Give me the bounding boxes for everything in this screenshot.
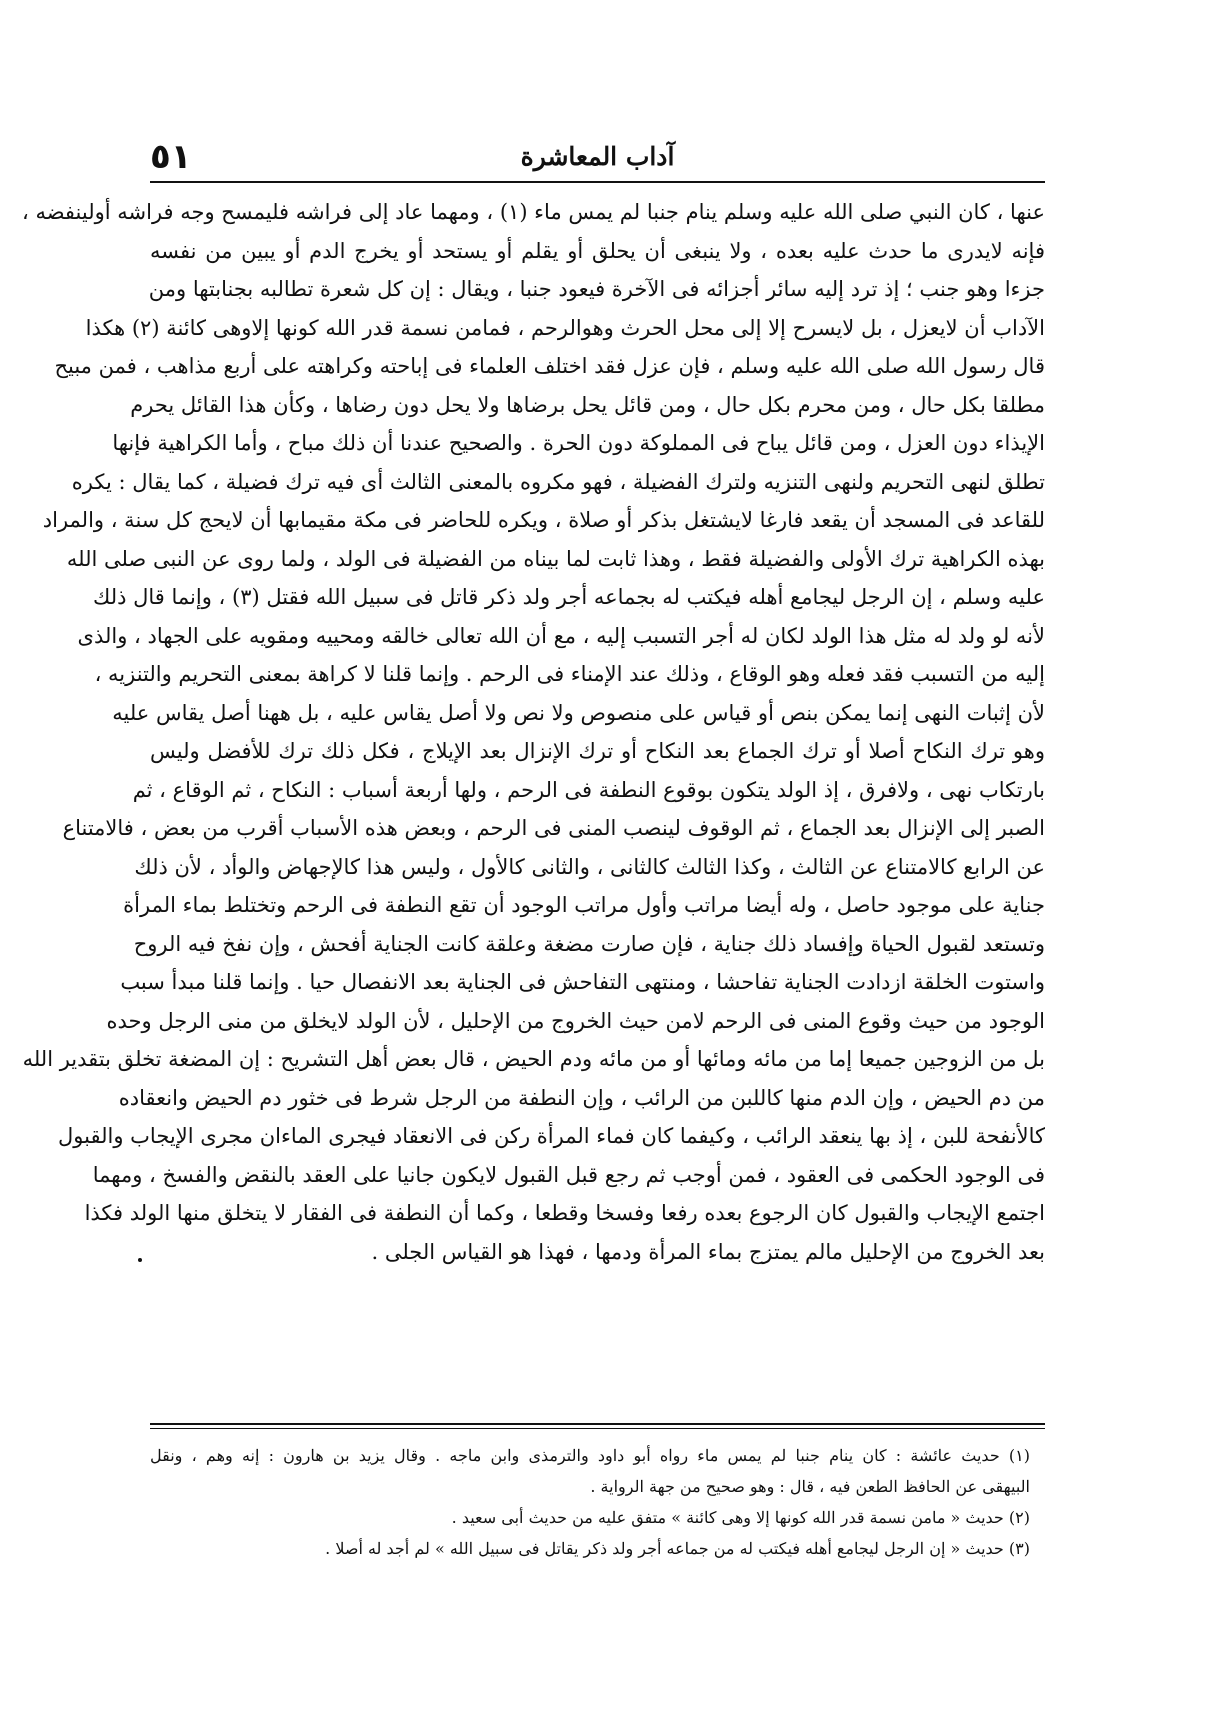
body-line: وتستعد لقبول الحياة وإفساد ذلك جناية ، فإن صارت مضغة وعلقة كانت الجناية أفحش ، وإن نفخ فيه الروح [133,931,1045,956]
footnote-rule [150,1423,1045,1429]
footnotes [150,1440,1030,1564]
body-line: كالأنفحة للبن ، إذ بها ينعقد الرائب ، وكيفما كان فماء المرأة ركن فى الانعقاد فيجرى الماءان مجرى الإيجاب والقبول [58,1124,1045,1148]
body-line: لأنه لو ولد له مثل هذا الولد لكان له أجر التسبب إليه ، مع أن الله تعالى خالقه ومحييه ومقويه على الجهاد ، والذى [77,623,1045,648]
header-rule [150,181,1045,183]
body-line: الآداب أن لايعزل ، بل لايسرح إلا إلى محل الحرث وهوالرحم ، فمامن نسمة قدر الله كونها إلاوهى كائنة (٢) هكذا [85,315,1045,340]
body-line: عن الرابع كالامتناع عن الثالث ، وكذا الثالث كالثانى ، والثانى كالأول ، وليس هذا كالإجهاض والوأد ، لأن ذلك [134,854,1045,879]
body-line: بهذه الكراهية ترك الأولى والفضيلة فقط ، وهذا ثابت لما بيناه من الفضيلة فى الولد ، ولما روى عن النبى صلى الله [66,546,1045,571]
body-line: جزءا وهو جنب ؛ إذ ترد إليه سائر أجزائه فى الآخرة فيعود جنبا ، ويقال : إن كل شعرة تطالبه بجنابتها ومن [148,277,1045,301]
body-line: فإنه لايدرى ما حدث عليه بعده ، ولا ينبغى أن يحلق أو يقلم أو يستحد أو يخرج الدم أو يبين من نفسه [150,238,1045,263]
body-line: اجتمع الإيجاب والقبول كان الرجوع بعده رفعا وفسخا وقطعا ، وكما أن النطفة فى الفقار لا يتخلق منها الولد فكذا [84,1201,1045,1225]
body-line: بل من الزوجين جميعا إما من مائه ومائها أو من مائه ودم الحيض ، قال بعض أهل التشريح : إن المضغة تخلق بتقدير الله [22,1047,1045,1071]
body-line: لأن إثبات النهى إنما يمكن بنص أو قياس على منصوص ولا نص ولا أصل يقاس عليه ، بل ههنا أصل يقاس عليه [112,700,1045,725]
running-title: آداب المعاشرة [520,142,675,171]
body-line: عليه وسلم ، إن الرجل ليجامع أهله فيكتب له بجماعه أجر ولد ذكر قاتل فى سبيل الله فقتل (٣) ، وإنما قال ذلك [93,585,1045,609]
body-line: إليه من التسبب فقد فعله وهو الوقاع ، وذلك عند الإمناء فى الرحم . وإنما قلنا لا كراهة بمعنى التحريم والتنزيه ، [94,662,1045,686]
page-number: ٥١ [150,137,192,177]
body-line: جناية على موجود حاصل ، وله أيضا مراتب وأول مراتب الوجود أن تقع النطفة فى الرحم وتختلط بماء المرأة [123,893,1045,917]
footnote-line: البيهقى عن الحافظ الطعن فيه ، قال : وهو صحيح من جهة الرواية . [590,1477,1030,1496]
body-text [21,193,1045,1271]
body-line: من دم الحيض ، وإن الدم منها كاللبن من الرائب ، وإن النطفة من الرجل شرط فى خثور دم الحيض وانعقاده [118,1085,1045,1110]
body-line: الإيذاء دون العزل ، ومن قائل يباح فى المملوكة دون الحرة . والصحيح عندنا أن ذلك مباح ، وأما الكراهية فإنها [112,431,1045,455]
body-line: تطلق لنهى التحريم ولنهى التنزيه ولترك الفضيلة ، فهو مكروه بالمعنى الثالث أى فيه ترك فضيلة ، كما يقال : يكره [71,469,1045,494]
body-line: واستوت الخلقة ازدادت الجناية تفاحشا ، ومنتهى التفاحش فى الجناية بعد الانفصال حيا . وإنما قلنا مبدأ سبب [120,970,1045,994]
body-line: الصبر إلى الإنزال بعد الجماع ، ثم الوقوف لينصب المنى فى الرحم ، وبعض هذه الأسباب أقرب من بعض ، فالامتناع [62,816,1045,840]
body-line: بعد الخروج من الإحليل مالم يمتزج بماء المرأة ودمها ، فهذا هو القياس الجلى . [371,1239,1045,1264]
body-line: وهو ترك النكاح أصلا أو ترك الجماع بعد النكاح أو ترك الإنزال بعد الإيلاج ، فكل ذلك ترك للأفضل وليس [150,739,1045,763]
body-line: الوجود من حيث وقوع المنى فى الرحم لامن حيث الخروج من الإحليل ، لأن الولد لايخلق من منى الرجل وحده [106,1008,1045,1033]
body-line: فى الوجود الحكمى فى العقود ، فمن أوجب ثم رجع قبل القبول لايكون جانيا على العقد بالنقض والفسخ ، ومهما [92,1162,1045,1187]
footnote-line: (٢) حديث « مامن نسمة قدر الله كونها إلا وهى كائنة » متفق عليه من حديث أبى سعيد . [451,1508,1030,1527]
body-line: قال رسول الله صلى الله عليه وسلم ، فإن عزل فقد اختلف العلماء فى إباحته وكراهته على أربع مذاهب ، فمن مبيح [54,354,1045,378]
body-line: مطلقا بكل حال ، ومن محرم بكل حال ، ومن قائل يحل برضاها ولا يحل دون رضاها ، وكأن هذا القائل يحرم [130,392,1045,417]
page-header [150,135,1045,179]
body-line: للقاعد فى المسجد أن يقعد فارغا لايشتغل بذكر أو صلاة ، ويكره للحاضر فى مكة مقيمابها أن لايحج كل سنة ، والمراد [42,508,1045,532]
ink-speck [138,1258,142,1262]
footnote-line: (٣) حديث « إن الرجل ليجامع أهله فيكتب له من جماعه أجر ولد ذكر يقاتل فى سبيل الله » لم أجد له أصلا . [325,1539,1030,1558]
footnote-line: (١) حديث عائشة : كان ينام جنبا لم يمس ماء رواه أبو داود والترمذى وابن ماجه . وقال يزيد بن هارون : إنه وهم ، ونقل [150,1446,1030,1465]
body-line: بارتكاب نهى ، ولافرق ، إذ الولد يتكون بوقوع النطفة فى الرحم ، ولها أربعة أسباب : النكاح ، ثم الوقاع ، ثم [132,777,1045,802]
body-line: عنها ، كان النبي صلى الله عليه وسلم ينام جنبا لم يمس ماء (١) ، ومهما عاد إلى فراشه فليمسح وجه فراشه أولينفضه ، [21,200,1045,224]
